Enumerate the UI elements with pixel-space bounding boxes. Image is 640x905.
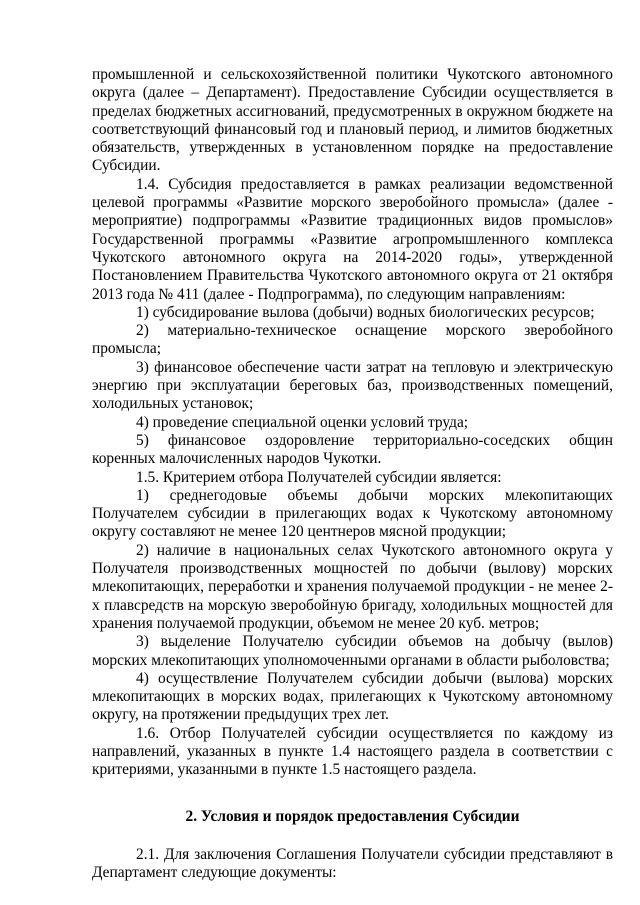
paragraph-1-6: 1.6. Отбор Получателей субсидии осуществляется по каждому из направлений, указанных в пункте 1.4 настоящего раздела в соответствии с критериями, указанными в пункте 1.5 настоящего раздела. — [92, 724, 613, 779]
paragraph-2-1: 2.1. Для заключения Соглашения Получатели субсидии представляют в Департамент следующие документы: — [92, 845, 613, 882]
section-heading: 2. Условия и порядок предоставления Субсидии — [185, 807, 520, 825]
paragraph-1-4: 1.4. Субсидия предоставляется в рамках реализации ведомственной целевой программы «Развитие морского зверобойного промысла» (далее - мероприятие) подпрограммы «Развитие традиционных видов промыслов» Государственной программы «Развитие агропромышленного комплекса Чукотского автономного округа на 2014-2020 годы», утвержденной Постановлением Правительства Чукотского автономного округа от 21 октября 2013 года № 411 (далее - Подпрограмма), по следующим направлениям: — [92, 175, 613, 303]
paragraph-1-5: 1.5. Критерием отбора Получателей субсидии является: — [136, 468, 502, 486]
list-item-1-4-2: 2) материально-техническое оснащение морского зверобойного промысла; — [92, 322, 613, 358]
list-item-1-5-4: 4) осуществление Получателем субсидии добычи (вылова) морских млекопитающих в морских водах, прилегающих к Чукотскому автономному округу, на протяжении предыдущих трех лет. — [92, 669, 613, 724]
list-item-1-5-1: 1) среднегодовые объемы добычи морских млекопитающих Получателем субсидии в прилегающих водах к Чукотскому автономному округу составляют не менее 120 центнеров мясной продукции; — [92, 486, 613, 541]
paragraph-department-intro: промышленной и сельскохозяйственной политики Чукотского автономного округа (далее – Департамент). Предоставление Субсидии осуществляется в пределах бюджетных ассигнований, предусмотренных в окружном бюджете на соответствующий финансовый год и плановый период, и лимитов бюджетных обязательств, утвержденных в установленном порядке на предоставление Субсидии. — [92, 66, 613, 175]
list-item-1-4-5: 5) финансовое оздоровление территориально-соседских общин коренных малочисленных народов Чукотки. — [92, 431, 613, 468]
list-item-1-5-2: 2) наличие в национальных селах Чукотского автономного округа у Получателя производственных мощностей по добычи (вылову) морских млекопитающих, переработки и хранения получаемой продукции - не менее 2-х плавсредств на морскую зверобойную бригаду, холодильных мощностей для хранения получаемой продукции, объемом не менее 20 куб. метров; — [92, 541, 613, 632]
list-item-1-4-1: 1) субсидирование вылова (добычи) водных биологических ресурсов; — [136, 303, 595, 321]
list-item-1-5-3: 3) выделение Получателю субсидии объемов на добычу (вылов) морских млекопитающих уполномоченными органами в области рыболовства; — [92, 633, 613, 669]
list-item-1-4-4: 4) проведение специальной оценки условий труда; — [136, 413, 469, 431]
list-item-1-4-3: 3) финансовое обеспечение части затрат на тепловую и электрическую энергию при эксплуатации береговых баз, производственных помещений, холодильных установок; — [92, 358, 613, 413]
